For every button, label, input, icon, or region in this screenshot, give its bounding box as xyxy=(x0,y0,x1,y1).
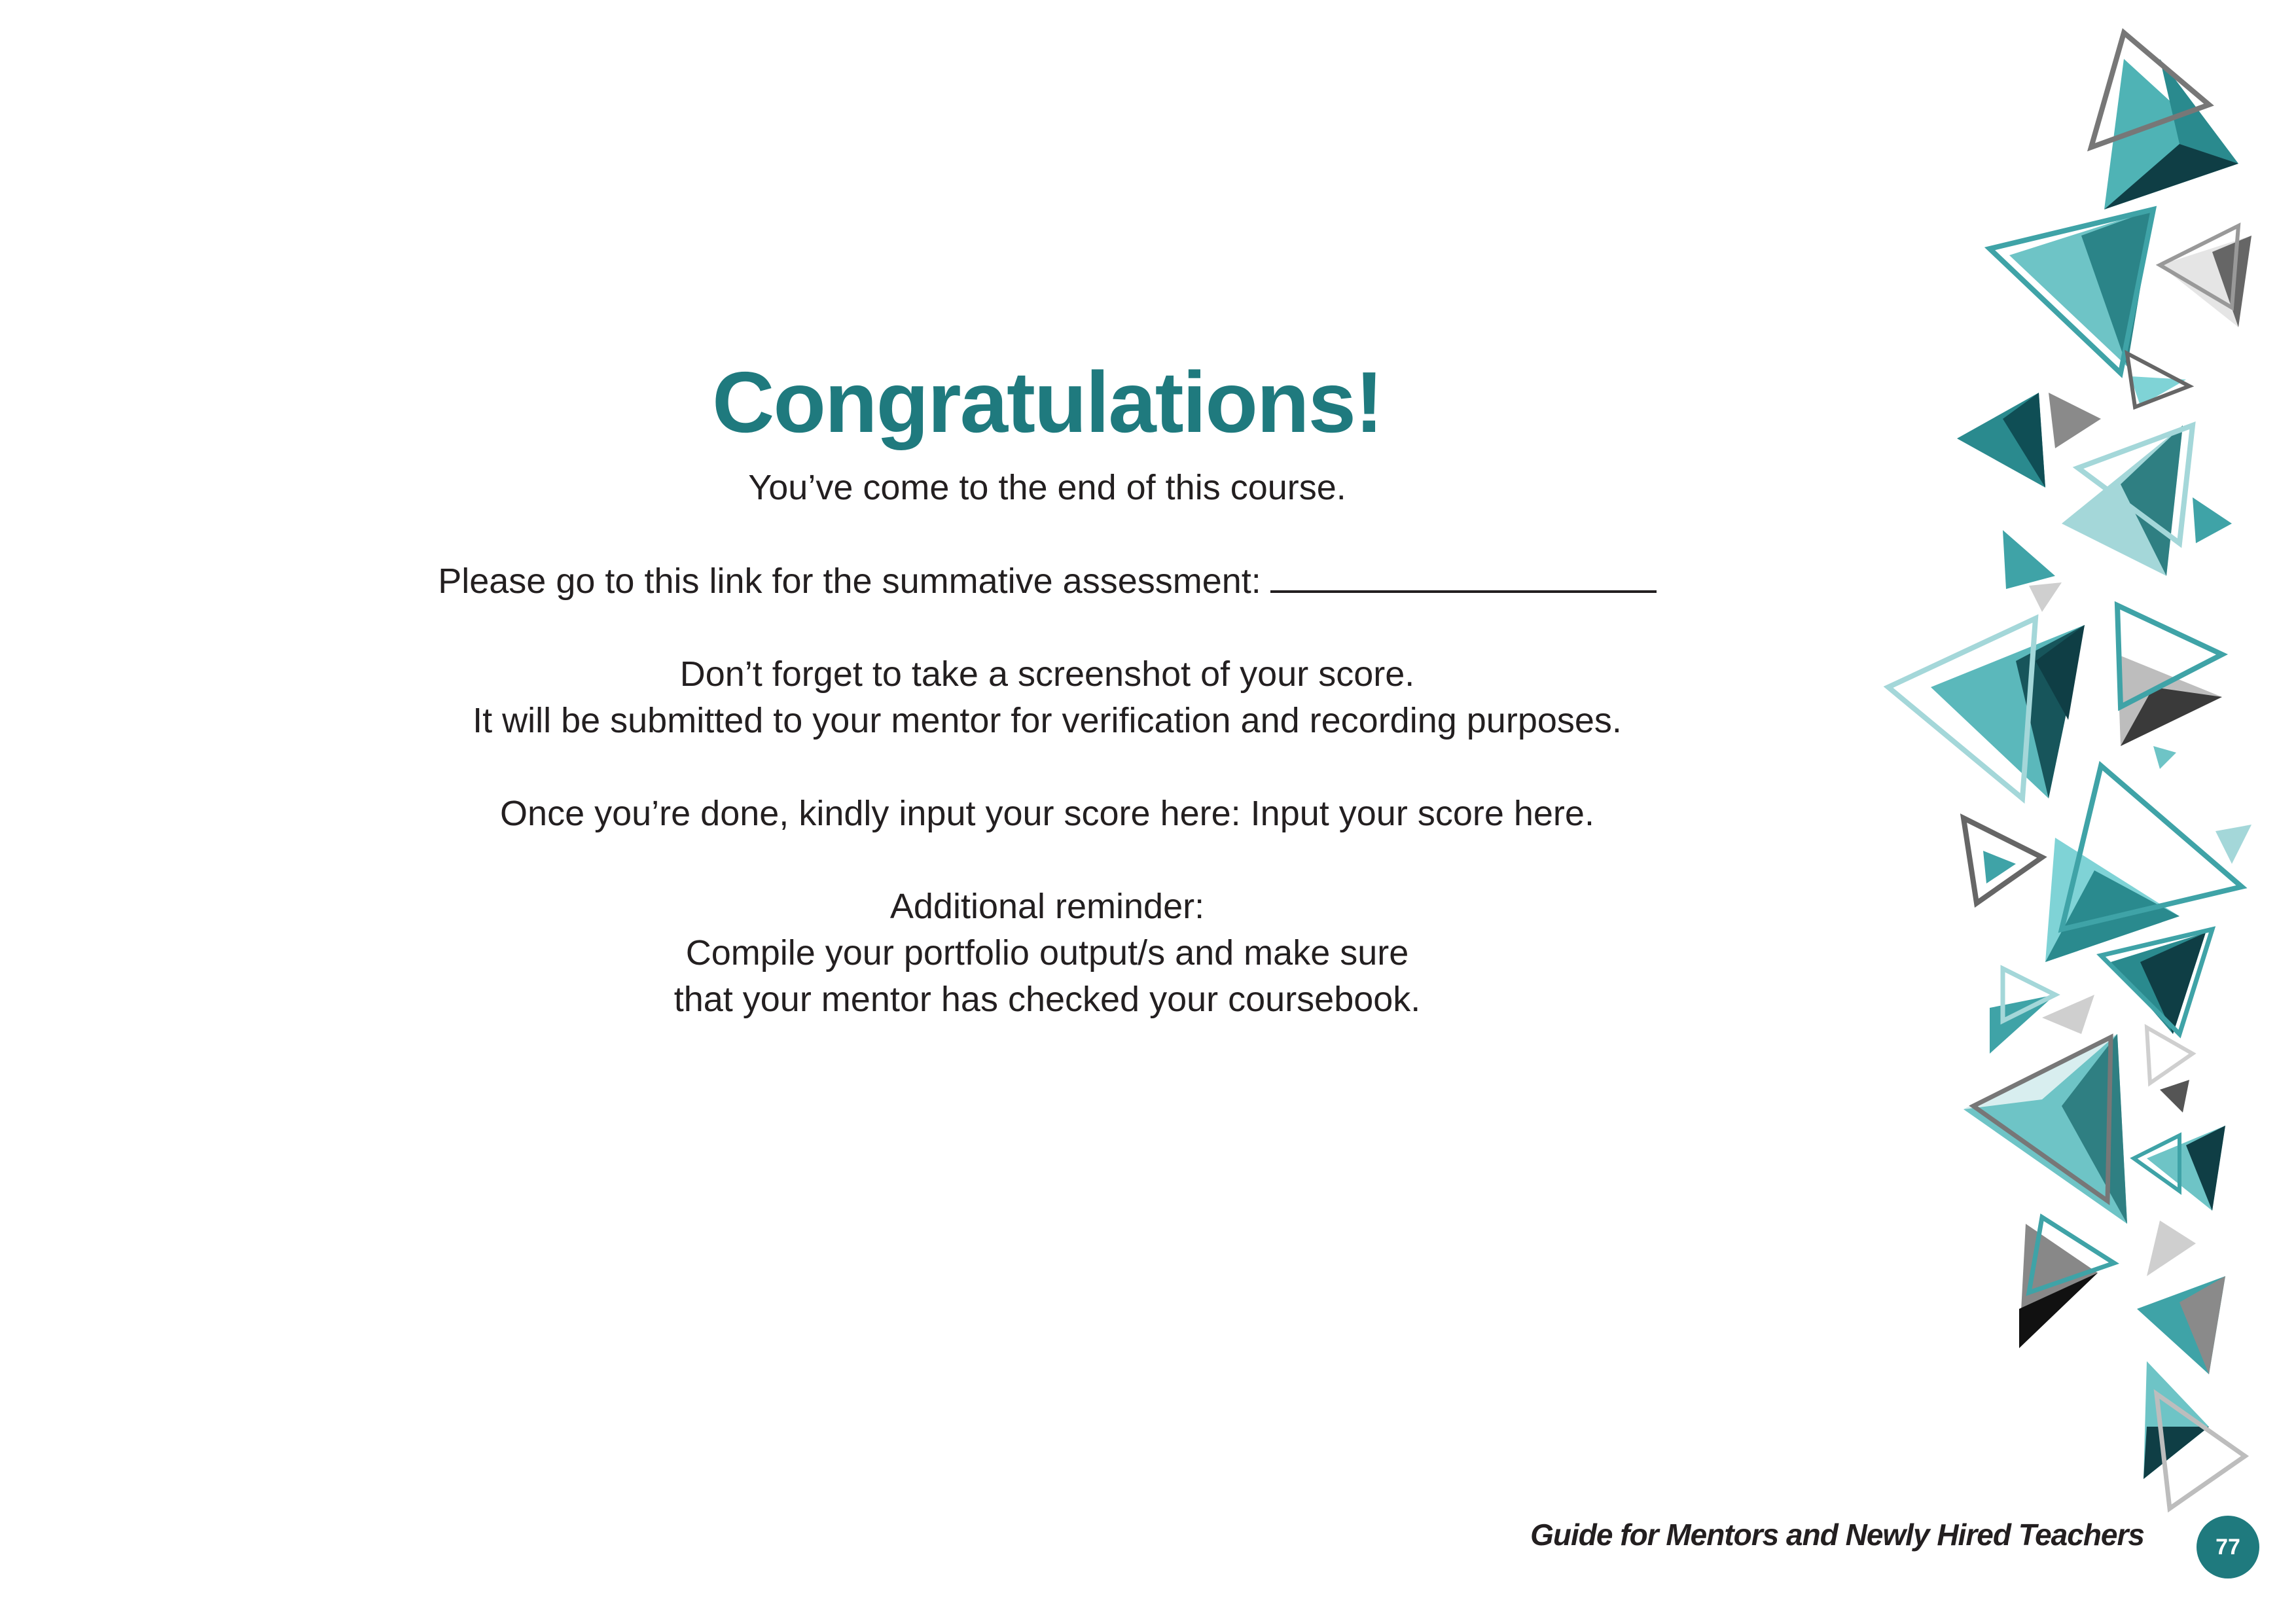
assessment-link-prompt: Please go to this link for the summative assessment: xyxy=(438,562,1261,601)
screenshot-reminder-text: Don’t forget to take a screenshot of your score. xyxy=(679,654,1415,694)
portfolio-reminder-line-2: that your mentor has checked your coursebook. xyxy=(673,980,1421,1019)
score-input-text: Once you’re done, kindly input your score here: Input your score here. xyxy=(500,794,1594,833)
portfolio-reminder-line-1: Compile your portfolio output/s and make sure xyxy=(685,933,1409,972)
end-of-course-text: You’ve come to the end of this course. xyxy=(748,468,1346,507)
submission-note-text: It will be submitted to your mentor for verification and recording purposes. xyxy=(473,701,1622,740)
assessment-link-blank[interactable] xyxy=(1270,558,1657,593)
triangle-decoration xyxy=(1833,0,2296,1623)
book-title-footer: Guide for Mentors and Newly Hired Teachers xyxy=(1530,1518,2144,1552)
page-number-badge: 77 xyxy=(2197,1516,2259,1578)
page-title: Congratulations! xyxy=(712,354,1382,450)
additional-reminder-heading: Additional reminder: xyxy=(889,887,1205,926)
main-content xyxy=(327,340,1767,1023)
assessment-link-line xyxy=(327,558,1767,605)
